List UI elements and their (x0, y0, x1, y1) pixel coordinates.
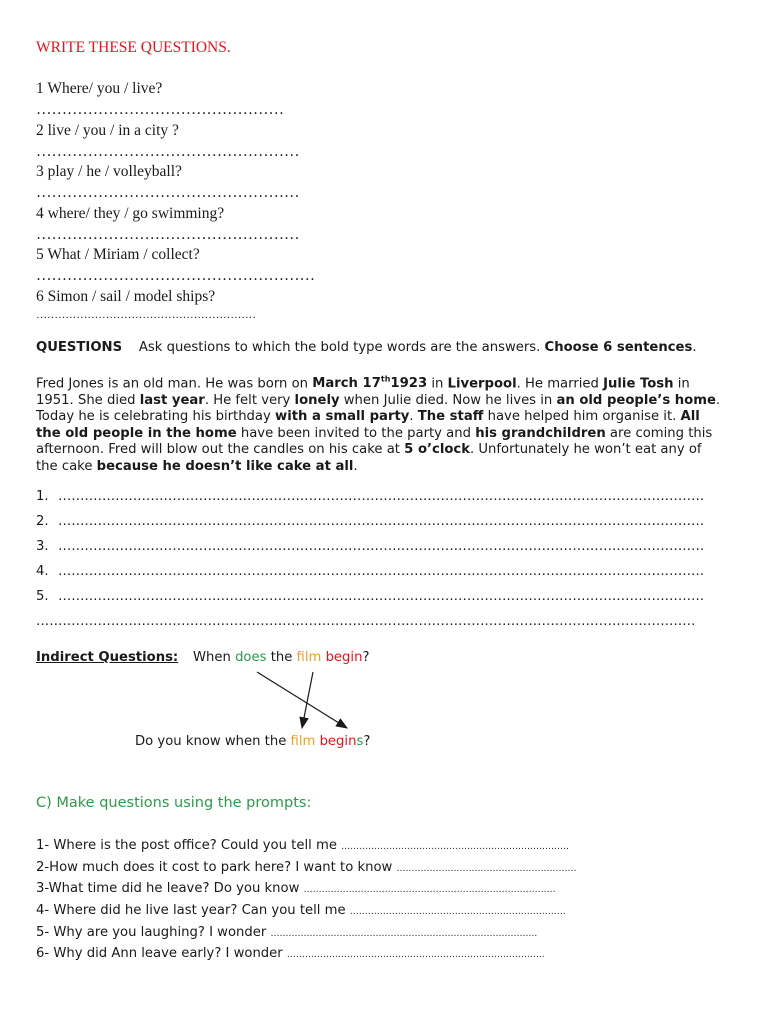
story-text: . (409, 409, 418, 425)
subject-word: film (296, 650, 322, 665)
verb-ending: s (356, 734, 364, 749)
dotted-line: ………………………………………………………………………………………………………………………………… (58, 514, 705, 529)
questions-heading: QUESTIONS (36, 340, 123, 355)
indirect-question-example: Do you know when the film begins? (135, 734, 371, 749)
answer-time: 5 o’clock (404, 442, 470, 458)
story-text: . Unfortunately he won’t eat any of the cake (36, 442, 702, 474)
dotted-line[interactable]: ………………………………………………………………………….. (286, 950, 545, 960)
page-title: WRITE THESE QUESTIONS. (36, 39, 231, 56)
dotted-line[interactable]: ……………………………………………….………………… (341, 842, 570, 852)
story-text: when Julie died. Now he lives in (339, 392, 557, 408)
date-suffix: th (380, 375, 391, 384)
prompt-item-4: 4- Where did he live last year? Can you tell me ……………………………………………………………… (36, 903, 566, 918)
answer-invited: All the old people in the home (36, 409, 700, 441)
story-text: have helped him organise it. (483, 409, 681, 425)
dotted-line: ………………………………………………………………………………………………………………………………… (58, 564, 705, 579)
prompt-item-3: 3-What time did he leave? Do you know ………………………………………………………………………… (36, 881, 556, 896)
answer-reason: because he doesn’t like cake at all (96, 458, 354, 474)
answer-line-6[interactable]: …………………………………………………… (36, 309, 256, 321)
choose-count: Choose 6 sentences (544, 340, 693, 355)
write-question-5: 5 What / Miriam / collect? (36, 246, 200, 263)
dotted-line: ………………………………………………………………………………………………………………………………… (58, 489, 705, 504)
auxiliary-word: does (235, 650, 267, 665)
prompt-item-2: 2-How much does it cost to park here? I want to know …………………………………………………… (36, 860, 577, 875)
prompt-item-1: 1- Where is the post office? Could you tell me ……………………………………………….………………… (36, 838, 570, 853)
story-text: . (353, 458, 358, 474)
arrow-does-to-begins (257, 672, 347, 728)
story-text: . He felt very (204, 392, 295, 408)
write-question-4: 4 where/ they / go swimming? (36, 205, 225, 222)
write-question-1: 1 Where/ you / live? (36, 80, 163, 97)
answer-birthdate: March 17th1923 (312, 375, 428, 392)
answer-feeling: lonely (294, 392, 340, 408)
prompt-item-6: 6- Why did Ann leave early? I wonder ………………………………………………………………………….. (36, 946, 545, 961)
write-question-6: 6 Simon / sail / model ships? (36, 288, 216, 305)
answer-celebration: with a small party (275, 409, 410, 425)
numbered-answer-6[interactable]: …………………………………………………………………………………………………………………………………… (36, 614, 696, 629)
write-question-2: 2 live / you / in a city ? (36, 122, 179, 139)
story-text: in 1951. She died (36, 376, 690, 408)
dotted-line: ………………………………………………………………………………………………………………………………… (58, 539, 705, 554)
verb-word: begin (325, 650, 363, 665)
story-text: in (427, 376, 448, 392)
answer-number: 5. (36, 589, 49, 604)
dotted-line[interactable]: …………………………………………………………………………….. (270, 929, 538, 939)
indirect-questions-label: Indirect Questions: (36, 650, 179, 665)
answer-staff: The staff (417, 409, 484, 425)
story-text: Fred Jones is an old man. He was born on (36, 376, 313, 392)
subject-word: film (290, 734, 316, 749)
answer-when-died: last year (139, 392, 205, 408)
dotted-line: ………………………………………………………………………………………………………………………………… (58, 589, 705, 604)
answer-line-2[interactable]: …………………………………………… (36, 143, 300, 160)
questions-instruction-text: Ask questions to which the bold type words are the answers. (138, 340, 541, 355)
answer-number: 4. (36, 564, 49, 579)
dotted-line[interactable]: ……………………………………………………………… (349, 907, 566, 917)
answer-number: 2. (36, 514, 49, 529)
answer-wife: Julie Tosh (603, 376, 674, 392)
story-text: are coming this afternoon. Fred will blow out the candles on his cake at (36, 425, 713, 458)
answer-line-3[interactable]: …………………………………………… (36, 184, 300, 201)
answer-line-4[interactable]: …………………………………………… (36, 226, 300, 243)
arrow-film-position (302, 672, 313, 728)
story-text: . Today he is celebrating his birthday (36, 392, 721, 425)
direct-question-example: When does the film begin? (193, 650, 370, 665)
answer-line-1[interactable]: ………………………………………… (36, 101, 284, 118)
dotted-line[interactable]: ………………………………………………………………………… (303, 885, 556, 895)
answer-line-5[interactable]: ……………………………………………… (36, 267, 315, 284)
answer-number: 3. (36, 539, 49, 554)
story-text: have been invited to the party and (236, 425, 476, 441)
prompt-item-5: 5- Why are you laughing? I wonder …………………………………………………………………………….. (36, 925, 538, 940)
dotted-line[interactable]: …………………………………………………… (396, 864, 577, 874)
section-c-heading: C) Make questions using the prompts: (36, 795, 312, 811)
verb-word: begin (319, 734, 357, 749)
answer-grandchildren: his grandchildren (475, 425, 606, 441)
write-question-3: 3 play / he / volleyball? (36, 163, 182, 180)
answer-residence: an old people’s home (556, 392, 716, 408)
instruction-period: . (692, 340, 697, 355)
answer-birthplace: Liverpool (447, 376, 517, 392)
story-text: . He married (516, 376, 604, 392)
answer-number: 1. (36, 489, 49, 504)
